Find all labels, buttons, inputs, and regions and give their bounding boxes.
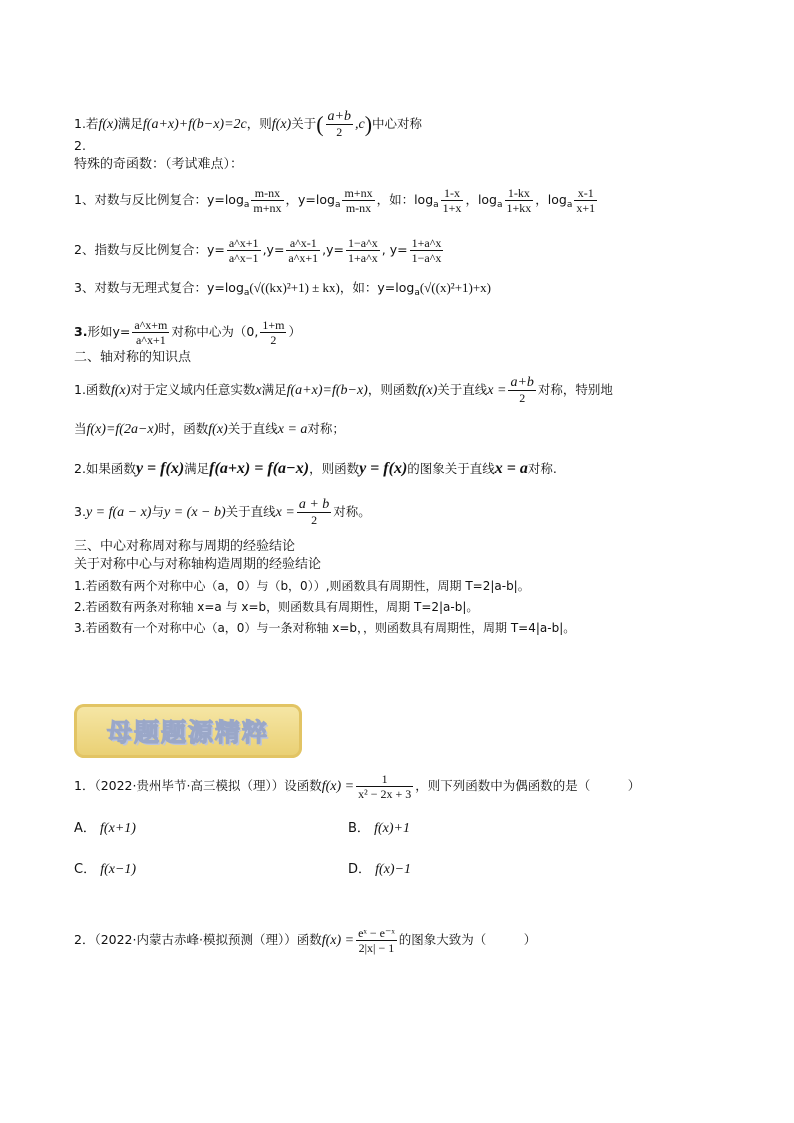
rule-text: 关于直线 (437, 382, 488, 397)
source-banner (74, 704, 302, 758)
conclusion-3: 3.若函数有一个对称中心（a，0）与一条对称轴 x=b，，则函数具有周期性，周期 T=4|a-b|。 (74, 621, 576, 635)
fraction (132, 318, 169, 347)
row-lead: 3、对数与无理式复合：y=log (74, 280, 244, 295)
fraction (356, 772, 413, 801)
conclusion-2: 2.若函数有两条对称轴 x=a 与 x=b，则函数具有周期性，周期 T=2|a-b|。 (74, 600, 479, 614)
fx: f(x) (271, 117, 292, 132)
numerator: 1−a^x (348, 236, 378, 250)
rule-text: 对称. (527, 461, 557, 476)
option-expr: f(x−1) (100, 862, 137, 877)
separator: , (381, 242, 386, 257)
question-1 (74, 772, 640, 801)
fraction (574, 186, 597, 215)
fraction (251, 186, 283, 215)
separator: ，log (535, 192, 567, 207)
rule-text: 关于直线 (225, 504, 276, 519)
rule-text: 中心对称 (372, 116, 423, 131)
special-odd-title: 特殊的奇函数：（考试难点）： (74, 157, 244, 172)
log-base: a (414, 288, 420, 298)
rule-text: 对称，特别地 (537, 382, 613, 397)
numerator: a + b (298, 497, 330, 512)
fraction (505, 186, 534, 215)
rule-text: ，则函数 (367, 382, 418, 397)
numerator: 1 (356, 772, 413, 787)
rule-text: 1.函数 (74, 382, 111, 397)
fx: f(x) (417, 383, 438, 398)
rule-text: 满足 (184, 461, 210, 476)
fraction (356, 926, 397, 955)
numerator: a+b (510, 375, 534, 390)
option-expr: f(x+1) (100, 821, 136, 836)
section-3-heading: 三、中心对称周对称与周期的经验结论 (74, 539, 296, 554)
y-eq: y= (326, 242, 345, 257)
separator: ，log (465, 192, 497, 207)
equation: f(a+x)+f(b−x)=2c (142, 117, 247, 132)
row-lead: 3. (74, 324, 88, 339)
denominator: 1+a^x (348, 251, 378, 265)
row-lead: 1、对数与反比例复合：y=log (74, 192, 244, 207)
paren: ( (316, 111, 324, 137)
separator: , (262, 242, 267, 257)
question-text: 的图象大致为（ ） (398, 932, 537, 947)
fx: f(x) (208, 422, 228, 437)
question-2 (74, 926, 536, 955)
fraction (227, 236, 261, 265)
denominator: a^x−1 (228, 251, 259, 265)
equation: f(x) = (321, 779, 355, 794)
numerator: 1-x (441, 186, 464, 201)
exp-reciprocal-row (74, 236, 445, 265)
log-base: a (334, 200, 341, 210)
equation: f(a+x)=f(b−x) (286, 383, 368, 398)
denominator: 2|x| − 1 (358, 941, 395, 955)
rule-text: ，则函数 (309, 461, 360, 476)
log-base: a (433, 200, 439, 210)
rule-text: ，则 (246, 116, 272, 131)
separator: ，如：y=log (339, 280, 415, 295)
equation: f(x) = (321, 933, 355, 948)
rule-prefix: 1.若 (74, 116, 99, 131)
fraction (297, 498, 331, 527)
question-text: ，则下列函数中为偶函数的是（ ） (415, 778, 641, 793)
denominator: 2 (270, 333, 277, 347)
equation: y = f(x) (135, 460, 185, 477)
rule-text: 的图象关于直线 (407, 461, 495, 476)
row-text: ） (288, 324, 301, 339)
row-lead: 2、指数与反比例复合：y= (74, 242, 225, 257)
item-2-label: 2. (74, 138, 86, 153)
denominator: x² − 2x + 3 (358, 787, 412, 801)
fraction (346, 236, 380, 265)
equation: x = a (494, 460, 528, 477)
log-base: a (497, 200, 503, 210)
separator: , (322, 242, 327, 257)
denominator: a^x+1 (135, 333, 166, 347)
y-eq: y= (389, 242, 408, 257)
option-b[interactable] (348, 817, 410, 837)
numerator: a^x-1 (286, 236, 320, 251)
equation: f(x)=f(2a−x) (86, 422, 159, 437)
central-symmetry-rule-1 (74, 110, 422, 139)
y-eq: y= (266, 242, 285, 257)
denominator: m-nx (345, 201, 372, 215)
rule-text: 对称； (307, 421, 345, 436)
fraction (260, 318, 286, 347)
equation: y = f(x) (359, 460, 408, 477)
denominator: 2 (336, 125, 343, 139)
numerator: 1-kx (505, 186, 534, 201)
fraction (326, 110, 353, 139)
equation: x = (487, 383, 507, 398)
fraction (342, 186, 374, 215)
numerator: m+nx (344, 186, 373, 200)
rule-text: 2.如果函数 (74, 461, 136, 476)
numerator: a^x+1 (228, 236, 259, 250)
denominator: 1+x (442, 201, 462, 215)
denominator: 2 (311, 513, 318, 527)
expression: (√((x)²+1)+x) (419, 280, 492, 295)
denominator: 2 (519, 391, 526, 405)
option-a[interactable] (74, 817, 136, 837)
question-text: 2．（2022·内蒙古赤峰·模拟预测（理））函数 (74, 932, 322, 947)
numerator: a^x+m (134, 318, 168, 332)
denominator: m+nx (253, 201, 282, 215)
rule-text: 对称。 (333, 504, 371, 519)
rule-text: 3. (74, 504, 86, 519)
denominator: x+1 (576, 201, 596, 215)
equation: y = f(a − x) (85, 505, 152, 520)
option-c[interactable] (74, 858, 136, 878)
rule-text: 时，函数 (158, 421, 209, 436)
equation: x = (275, 505, 295, 520)
axial-rule-3 (74, 498, 371, 527)
conclusion-1: 1.若函数有两个对称中心（a，0）与（b，0））,则函数具有周期性，周期 T=2|a-b|。 (74, 579, 530, 593)
section-2-heading: 二、轴对称的知识点 (74, 350, 192, 365)
denominator: a^x+1 (288, 251, 319, 265)
rule-text: 对于定义域内任意实数 (130, 382, 256, 397)
x-var: x (255, 383, 262, 398)
numerator: x-1 (574, 186, 597, 201)
fx: f(x) (110, 383, 131, 398)
numerator: 1+m (262, 318, 285, 332)
fraction (286, 236, 320, 265)
rule-text: 关于 (291, 116, 317, 131)
rule-text: 满足 (117, 116, 143, 131)
option-label: C． (74, 862, 97, 877)
log-base: a (243, 288, 250, 298)
numerator: eˣ − e⁻ˣ (358, 926, 395, 940)
axial-rule-2 (74, 461, 557, 477)
denominator: 1+kx (506, 201, 532, 215)
center-y: ,c (355, 117, 365, 132)
option-label: A． (74, 821, 96, 836)
paren: ) (364, 111, 373, 137)
fraction (508, 376, 535, 405)
log-irrational-row (74, 280, 491, 301)
numerator: m-nx (251, 186, 283, 201)
equation: f(a+x) = f(a−x) (209, 460, 310, 477)
rule-text: 当 (74, 421, 87, 436)
axial-rule-1 (74, 376, 613, 405)
row-text: 对称中心为（0, (171, 324, 259, 339)
fraction (410, 236, 444, 265)
numerator: 1+a^x (411, 236, 442, 250)
rule-text: 与 (151, 504, 164, 519)
row-text: 形如y= (87, 324, 131, 339)
banner-title: 母题题源精粹 (106, 718, 269, 747)
log-base: a (566, 200, 573, 210)
fx: f(x) (98, 117, 118, 132)
axial-rule-1b (74, 421, 345, 438)
section-3-subheading: 关于对称中心与对称轴构造周期的经验结论 (74, 557, 322, 572)
option-label: D． (348, 862, 372, 877)
denominator: 1−a^x (411, 251, 442, 265)
option-expr: f(x)−1 (375, 862, 412, 877)
rule-text: 满足 (261, 382, 287, 397)
equation: y = (x − b) (164, 505, 226, 520)
form-center-row (74, 318, 301, 347)
rule-text: 关于直线 (227, 421, 278, 436)
fraction (441, 186, 464, 215)
log-base: a (243, 200, 250, 210)
option-d[interactable] (348, 858, 411, 878)
option-expr: f(x)+1 (374, 821, 410, 836)
option-label: B． (348, 821, 370, 836)
numerator: a+b (327, 109, 351, 124)
expression: (√((kx)²+1) ± kx) (249, 280, 340, 295)
question-text: 1．（2022·贵州毕节·高三模拟（理））设函数 (74, 778, 322, 793)
separator: ，y=log (285, 192, 335, 207)
equation: x = a (277, 422, 308, 437)
log-reciprocal-row (74, 186, 599, 215)
separator: ，如：log (376, 192, 434, 207)
